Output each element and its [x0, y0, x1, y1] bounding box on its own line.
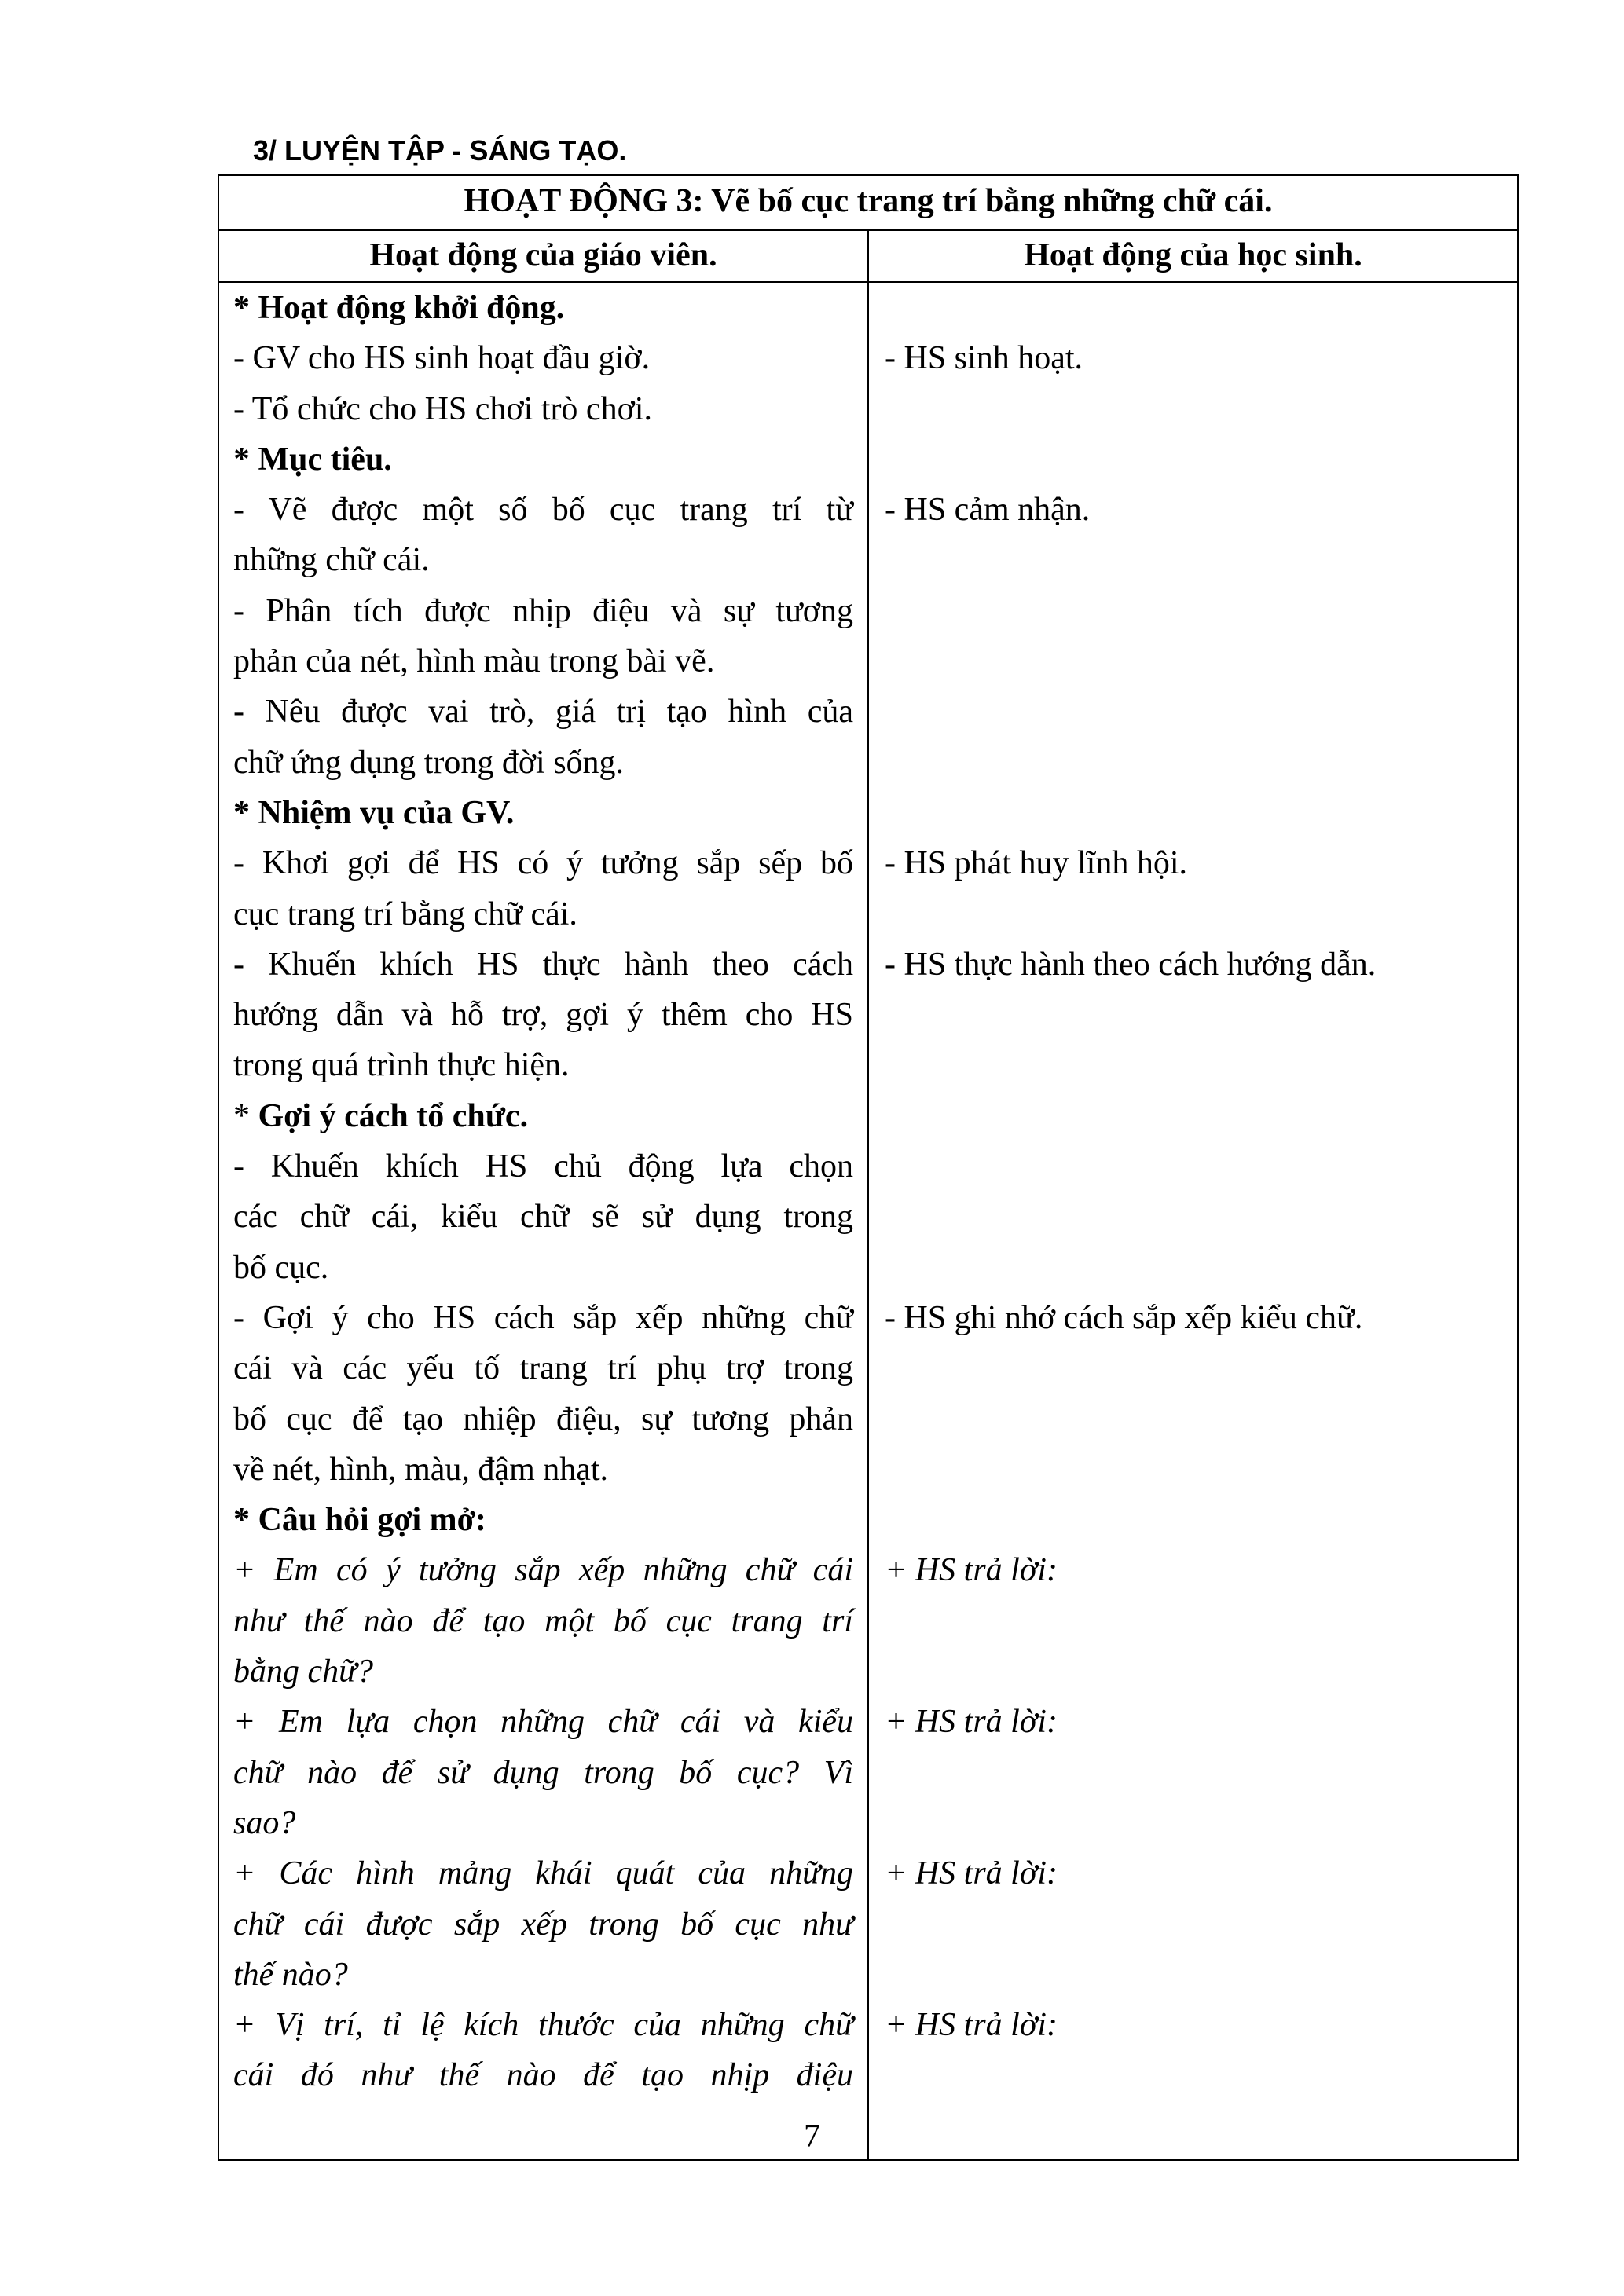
teacher-line: bố cục để tạo nhiệp điệu, sự tương phản — [233, 1401, 853, 1437]
student-line-empty — [885, 535, 1503, 585]
student-line-empty — [885, 738, 1503, 788]
student-column-header: Hoạt động của học sinh. — [868, 230, 1518, 282]
teacher-line: hướng dẫn và hỗ trợ, gợi ý thêm cho HS — [233, 997, 853, 1034]
star-marker: * — [233, 1097, 258, 1134]
teacher-line: về nét, hình, màu, đậm nhạt. — [233, 1451, 609, 1488]
heading-warmup: * Hoạt động khởi động. — [233, 290, 565, 326]
student-line-empty — [885, 1899, 1503, 1950]
student-line-empty — [885, 1950, 1503, 2000]
student-answer-line: + HS trả lời: — [885, 1704, 1058, 1741]
heading-organization-tips-text: Gợi ý cách tổ chức. — [258, 1097, 529, 1134]
teacher-line: - GV cho HS sinh hoạt đầu giờ. — [233, 340, 651, 377]
teacher-line: - Tổ chức cho HS chơi trò chơi. — [233, 390, 652, 427]
page-number: 7 — [804, 2118, 820, 2155]
student-line-empty — [885, 1343, 1503, 1393]
student-line-empty — [885, 1243, 1503, 1293]
student-line-empty — [885, 1798, 1503, 1848]
student-line-empty — [885, 586, 1503, 636]
student-answer-line: + HS trả lời: — [885, 2007, 1058, 2044]
student-line-empty — [885, 1192, 1503, 1242]
teacher-line: - Vẽ được một số bố cục trang trí từ — [233, 492, 853, 529]
section-heading: 3/ LUYỆN TẬP - SÁNG TẠO. — [253, 134, 627, 167]
heading-objectives: * Mục tiêu. — [233, 441, 392, 478]
student-activities-cell — [868, 282, 1518, 2160]
teacher-line: chữ ứng dụng trong đời sống. — [233, 744, 625, 781]
student-line-empty — [885, 687, 1503, 737]
teacher-line: bố cục. — [233, 1249, 329, 1286]
teacher-line: trong quá trình thực hiện. — [233, 1047, 570, 1084]
student-line-empty — [885, 1596, 1503, 1646]
teacher-line: - Khuến khích HS chủ động lựa chọn — [233, 1148, 853, 1185]
question-line: + Em có ý tưởng sắp xếp những chữ cái — [233, 1552, 853, 1589]
student-line-empty — [885, 1040, 1503, 1090]
student-line-empty — [885, 990, 1503, 1040]
teacher-line: - Phân tích được nhịp điệu và sự tương — [233, 592, 853, 629]
teacher-activities-cell — [218, 282, 868, 2160]
question-line: cái đó như thế nào để tạo nhịp điệu — [233, 2057, 853, 2094]
question-line: + Các hình mảng khái quát của những — [233, 1855, 853, 1892]
student-line-empty — [885, 889, 1503, 939]
student-line: - HS cảm nhận. — [885, 492, 1091, 529]
teacher-line: phản của nét, hình màu trong bài vẽ. — [233, 643, 715, 680]
teacher-line: những chữ cái. — [233, 542, 430, 579]
teacher-line: - Nêu được vai trò, giá trị tạo hình của — [233, 694, 853, 731]
student-line-empty — [885, 788, 1503, 838]
table-title: HOẠT ĐỘNG 3: Vẽ bố cục trang trí bằng những chữ cái. — [218, 175, 1518, 230]
question-line: thế nào? — [233, 1956, 348, 1993]
question-line: chữ nào để sử dụng trong bố cục? Vì — [233, 1754, 853, 1791]
student-answer-line: + HS trả lời: — [885, 1552, 1058, 1589]
heading-teacher-tasks: * Nhiệm vụ của GV. — [233, 794, 515, 831]
heading-guiding-questions: * Câu hỏi gợi mở: — [233, 1502, 486, 1539]
student-answer-line: + HS trả lời: — [885, 1855, 1058, 1892]
student-line-empty — [885, 283, 1503, 333]
question-line: bằng chữ? — [233, 1653, 374, 1690]
student-line-empty — [885, 1445, 1503, 1495]
student-line-empty — [885, 1748, 1503, 1798]
question-line: chữ cái được sắp xếp trong bố cục như — [233, 1906, 853, 1943]
student-line-empty — [885, 434, 1503, 485]
teacher-line: - Khơi gợi để HS có ý tưởng sắp sếp bố — [233, 845, 853, 882]
question-line: + Em lựa chọn những chữ cái và kiểu — [233, 1704, 853, 1741]
student-line: - HS sinh hoạt. — [885, 340, 1083, 377]
student-line-empty — [885, 1141, 1503, 1192]
student-line-empty — [885, 384, 1503, 434]
activity-table — [218, 174, 1519, 2161]
student-line: - HS thực hành theo cách hướng dẫn. — [885, 946, 1377, 983]
student-line: - HS phát huy lĩnh hội. — [885, 845, 1187, 882]
teacher-column-header: Hoạt động của giáo viên. — [218, 230, 868, 282]
student-line-empty — [885, 1091, 1503, 1141]
teacher-line: cái và các yếu tố trang trí phụ trợ trong — [233, 1350, 853, 1387]
teacher-line: - Gợi ý cho HS cách sắp xếp những chữ — [233, 1299, 853, 1336]
student-line: - HS ghi nhớ cách sắp xếp kiểu chữ. — [885, 1299, 1363, 1336]
student-line-empty — [885, 1646, 1503, 1697]
student-line-empty — [885, 1495, 1503, 1545]
question-line: + Vị trí, tỉ lệ kích thước của những chữ — [233, 2007, 853, 2044]
teacher-line: các chữ cái, kiểu chữ sẽ sử dụng trong — [233, 1199, 853, 1236]
teacher-line: cục trang trí bằng chữ cái. — [233, 895, 577, 932]
heading-organization-tips — [233, 1091, 853, 1141]
teacher-line: - Khuến khích HS thực hành theo cách — [233, 946, 853, 983]
question-line: như thế nào để tạo một bố cục trang trí — [233, 1602, 853, 1639]
student-line-empty — [885, 636, 1503, 687]
student-line-empty — [885, 1394, 1503, 1445]
question-line: sao? — [233, 1804, 296, 1841]
